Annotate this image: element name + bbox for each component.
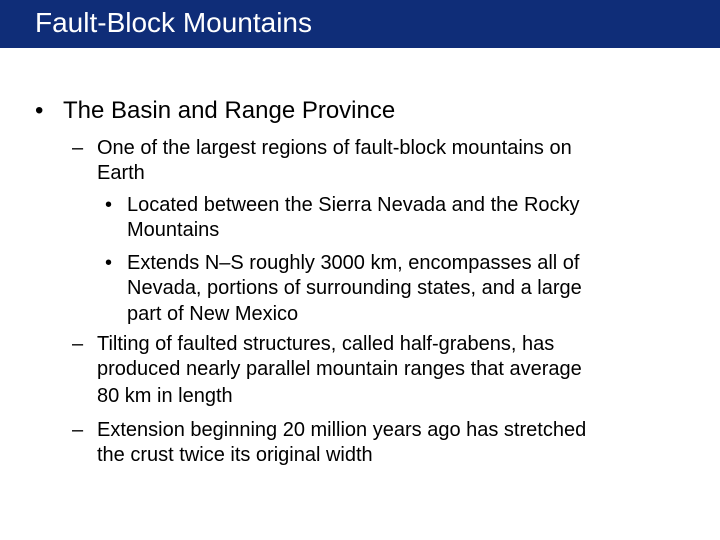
text-largest-regions-line-2: Earth [97,162,145,184]
text-extension-line-2: the crust twice its original width [97,444,373,466]
bullet-marker: • [35,97,44,124]
text-extends-line-2: Nevada, portions of surrounding states, and a large [127,277,582,299]
text-located-between-line-1: Located between the Sierra Nevada and the Rocky [127,194,580,216]
slide-title: Fault-Block Mountains [35,7,313,38]
dash-marker: – [72,419,84,441]
bullet-marker: • [105,252,113,274]
text-extends-line-1: Extends N–S roughly 3000 km, encompasses all of [127,252,580,274]
text-extension-line-1: Extension beginning 20 million years ago has stretched [97,419,587,441]
bullet-text-basin-range: The Basin and Range Province [63,97,396,124]
dash-marker: – [72,137,84,159]
text-tilting-line-1: Tilting of faulted structures, called half-grabens, has [97,333,555,355]
text-located-between-line-2: Mountains [127,219,220,241]
text-extends-line-3: part of New Mexico [127,303,299,325]
text-tilting-line-3: 80 km in length [97,385,233,407]
dash-marker: – [72,333,84,355]
text-tilting-line-2: produced nearly parallel mountain ranges that average [97,358,582,380]
text-largest-regions-line-1: One of the largest regions of fault-block mountains on [97,137,572,159]
bullet-marker: • [105,194,113,216]
